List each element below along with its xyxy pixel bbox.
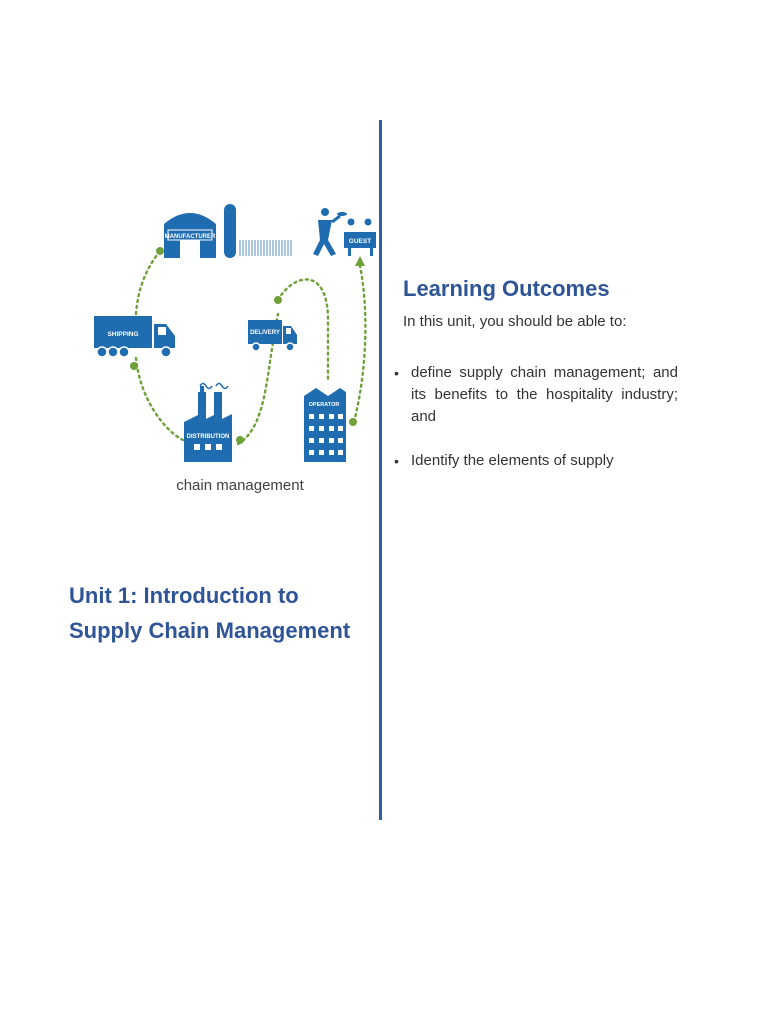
delivery-truck-icon <box>248 320 297 351</box>
outcome-item <box>392 450 678 472</box>
guest-icon <box>313 208 376 256</box>
learning-outcomes-heading: Learning Outcomes <box>403 276 610 301</box>
shipping-truck-icon <box>94 316 175 357</box>
unit-title-line1: Unit 1: Introduction to <box>69 583 299 608</box>
path-shipping-to-distribution <box>136 358 188 442</box>
diagram-caption: chain management <box>176 477 304 494</box>
learning-outcomes-list <box>392 362 678 472</box>
column-divider <box>379 120 382 820</box>
outcome-text: define supply chain management; and its benefits to the hospitality industry; and <box>411 364 678 425</box>
path-shipping-to-manufacturer <box>136 251 160 314</box>
delivery-label: DELIVERY <box>250 330 280 336</box>
manufacturer-label: MANUFACTURER <box>164 234 216 240</box>
shipping-label: SHIPPING <box>107 331 139 338</box>
unit-title <box>69 578 369 648</box>
guest-label: GUEST <box>348 238 372 245</box>
unit-title-line2: Supply Chain Management <box>69 618 351 643</box>
manufacturer-icon <box>164 204 291 258</box>
supply-chain-diagram <box>88 196 380 470</box>
learning-outcomes-intro: In this unit, you should be able to: <box>403 313 627 330</box>
operator-label: OPERATOR <box>308 402 340 408</box>
bullet-icon: • <box>394 453 399 469</box>
path-operator-to-guest <box>354 266 365 422</box>
bullet-icon: • <box>394 365 399 381</box>
outcome-text: Identify the elements of supply <box>411 452 614 469</box>
operator-building-icon <box>304 388 346 462</box>
distribution-factory-icon <box>184 384 232 463</box>
distribution-label: DISTRIBUTION <box>186 434 230 440</box>
outcome-item <box>392 362 678 428</box>
